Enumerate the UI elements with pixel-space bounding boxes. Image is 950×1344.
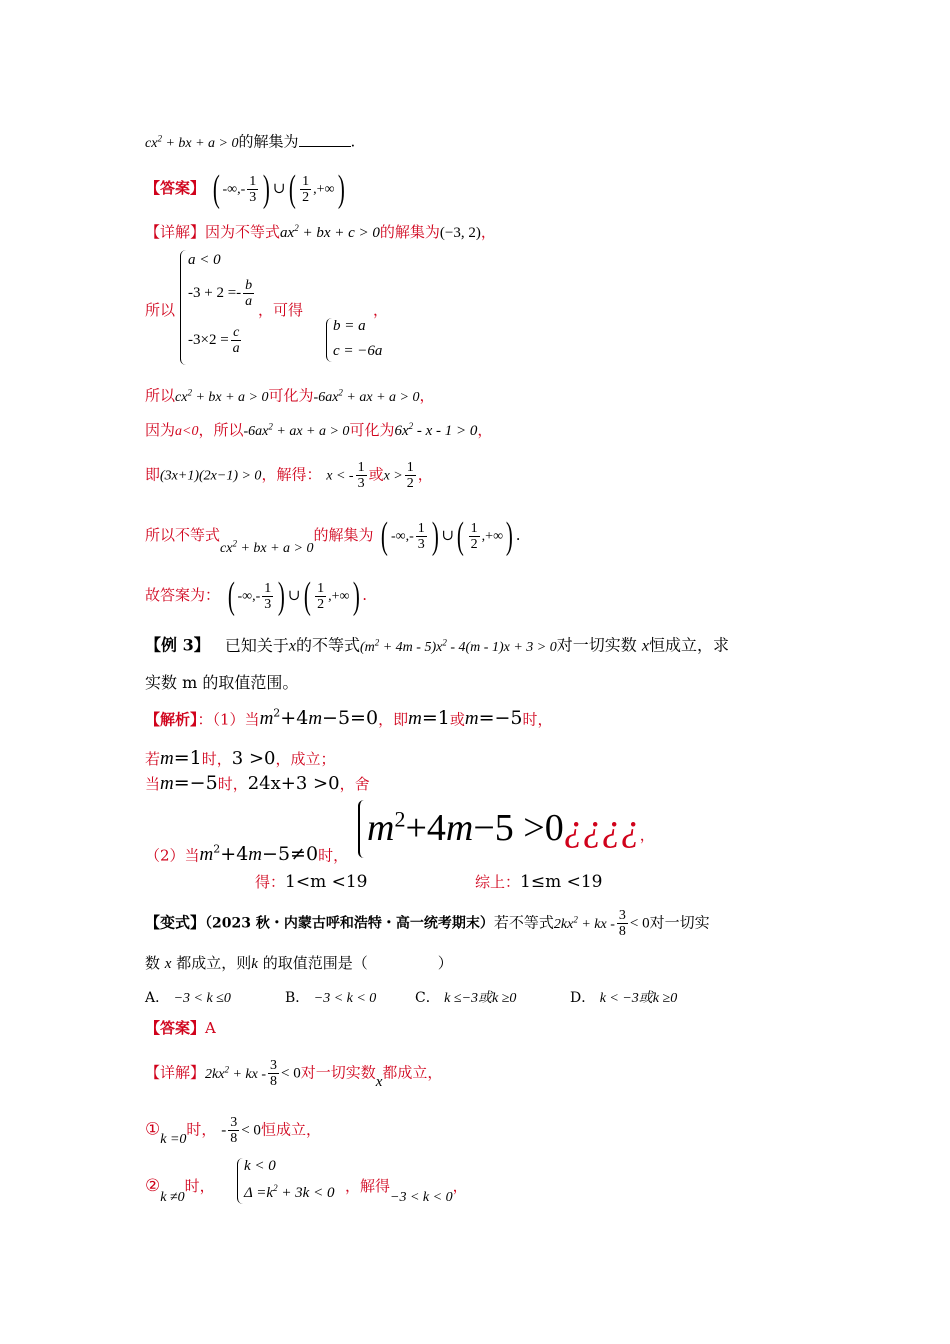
case-kn0-row-1: k < 0 — [244, 1158, 276, 1174]
option-d[interactable]: D． k < −3或k ≥0 — [570, 990, 678, 1006]
system-row-2: -3 + 2 =- $\frac{b}{a}$ — [188, 278, 253, 309]
case-kn0-brace — [237, 1158, 244, 1204]
case-kn0-line: ②k ≠0时， — [145, 1176, 215, 1205]
detail-line-b: 因为a<0，所以$-6ax^2$ + ax + a > 0可化为$6x^2 - x - 1 > 0$， — [145, 421, 493, 439]
detail-line-e: 故答案为： ( -∞,- $\frac{1}{3}$ ) ∪( $\frac{1}{2}$ ,+∞) . — [145, 575, 367, 617]
system-row-1: a < 0 — [188, 252, 221, 268]
analysis-line: 【解析】：（1）当$m^2+4m-5=0$，即m=1或m=−5时， — [145, 707, 553, 730]
part-2-line: （2）当$m^2+4m-5\ne 0$时， — [145, 843, 349, 866]
variant-line-1: 【变式】（2023 秋・内蒙古呼和浩特・高一统考期末）若不等式$2kx^2$ + kx - $\frac{3}{8}$ < 0对一切实 — [145, 908, 710, 939]
case-k0-line: ①k =0时， - $\frac{3}{8}$ < 0恒成立， — [145, 1115, 321, 1147]
case-kn0-tail: ，解得−3 < k < 0， — [345, 1177, 468, 1205]
detail-line-2: 【详解】$2kx^2$ + kx - $\frac{3}{8}$ < 0对一切实数x都成立， — [145, 1058, 443, 1090]
system-brace-2 — [326, 318, 333, 362]
system-row-4: b = a — [333, 318, 366, 334]
system-mid-text: ，可得 ， — [258, 301, 389, 319]
option-b[interactable]: B． −3 < k < 0 — [285, 990, 377, 1006]
option-c[interactable]: C． k ≤−3或k ≥0 — [415, 990, 517, 1006]
result-left: 得：1<m <19 — [255, 872, 368, 892]
system-brace-1 — [180, 250, 187, 365]
answer-line-1: 【答案】 ( -∞,- $\frac{1}{3}$ ) ∪( $\frac{1}{2}$ ,+∞) — [145, 168, 345, 210]
detail-line-1: 【详解】因为不等式$ax^2$ + bx + c > 0的解集为(−3, 2)， — [145, 223, 496, 241]
detail-line-d: 所以不等式$cx^2$ + bx + a > 0的解集为 ( -∞,- $\frac{1}{3}$ ) ∪( $\frac{1}{2}$ ,+∞) . — [145, 515, 521, 557]
part2-brace — [358, 800, 366, 858]
problem-tail-line: $cx^2$ + bx + a > 0的解集为 . — [145, 132, 356, 151]
detail-line-c: 即(3x+1)(2x−1) > 0，解得： x < - $\frac{1}{3}$ 或x > $\frac{1}{2}$ ， — [145, 460, 433, 491]
result-right: 综上：1≤m <19 — [475, 872, 603, 892]
system-row-5: c = −6a — [333, 343, 383, 359]
example-3-line-2: 实数 m 的取值范围。 — [145, 673, 299, 692]
example-3-line-1: 【例 3】 已知关于x的不等式$(m^2 + 4m - 5)x^2 - 4(m - 1)x + 3 > 0$对一切实数 x恒成立，求 — [145, 635, 729, 655]
case-2-line: 当m=−5时，24x+3 >0，舍 — [145, 772, 370, 794]
detail-line-a: 所以$cx^2$ + bx + a > 0可化为$-6ax^2$ + ax + a > 0， — [145, 386, 435, 405]
case-1-line: 若m=1时，3 >0，成立； — [145, 747, 336, 769]
part2-big-inequality: $m^2+4m-5$ >0¿¿¿¿， — [367, 806, 655, 849]
answer-line-2: 【答案】A — [145, 1019, 216, 1037]
system-prefix: 所以 — [145, 301, 176, 319]
option-a[interactable]: A． −3 < k ≤0 — [145, 990, 231, 1006]
system-row-3: -3×2 = $\frac{c}{a}$ — [188, 325, 240, 356]
variant-line-2: 数 x 都成立，则k 的取值范围是（ ） — [145, 954, 453, 972]
case-kn0-row-2: $\Delta =k^2 + 3k < 0$ — [244, 1183, 335, 1201]
answer-blank — [299, 132, 351, 147]
